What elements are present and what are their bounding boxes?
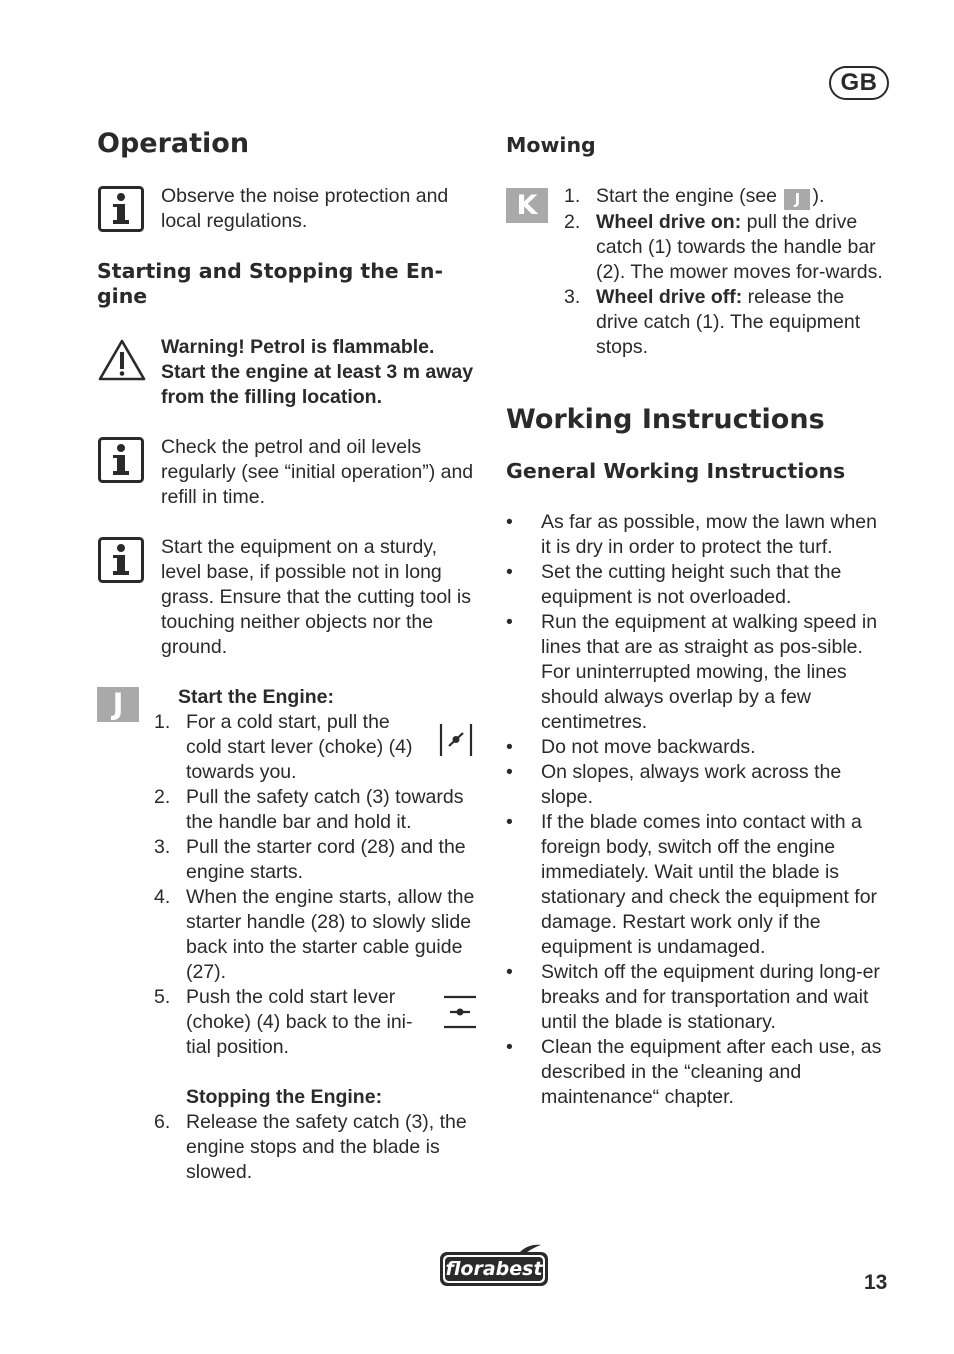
list-item: 2. Pull the safety catch (3) towards the handle bar and hold it. <box>154 786 464 833</box>
figure-badge-j: J <box>97 687 139 722</box>
list-item: 4. When the engine starts, allow the starter handle (28) to slowly slide back into the starter cable guide (27). <box>154 886 475 983</box>
list-item: • If the blade comes into contact with a foreign body, switch off the engine immediately. Wait until the blade is stationary and check the equipment for damage. Restart work only if the equipment is undamaged. <box>506 811 878 958</box>
list-item: 5. Push the cold start lever (choke) (4) back to the ini-tial position. <box>154 986 413 1058</box>
note-noise-protection: Observe the noise protection and local regulations. <box>161 185 449 232</box>
reference-badge-j: J <box>784 189 810 210</box>
choke-closed-icon <box>438 722 474 758</box>
list-item: • Switch off the equipment during long-er breaks and for transportation and wait until the blade is stationary. <box>506 961 880 1033</box>
list-item: 3. Wheel drive off: release the drive catch (1). The equipment stops. <box>564 286 861 358</box>
subtitle-general-working-instructions: General Working Instructions <box>506 459 846 483</box>
figure-badge-k: K <box>506 188 548 223</box>
mowing-steps <box>564 184 884 360</box>
list-item: 3. Pull the starter cord (28) and the engine starts. <box>154 836 466 883</box>
language-badge: GB <box>829 66 889 100</box>
list-item: • Clean the equipment after each use, as described in the “cleaning and maintenance“ chapter. <box>506 1036 882 1108</box>
choke-open-icon <box>442 994 478 1030</box>
list-item: • Do not move backwards. <box>506 736 756 758</box>
list-item: 1. Start the engine (see J ). <box>564 185 825 208</box>
list-item: • Run the equipment at walking speed in lines that are as straight as pos-sible. For uninterrupted mowing, the lines should always overlap by a few centimetres. <box>506 611 878 733</box>
info-icon <box>98 186 144 232</box>
note-check-levels: Check the petrol and oil levels regularly (see “initial operation”) and refill in time. <box>161 436 474 508</box>
start-engine-heading: Start the Engine: <box>178 686 335 708</box>
section-title-working-instructions: Working Instructions <box>506 404 825 435</box>
info-icon <box>98 437 144 483</box>
svg-text:florabest: florabest <box>445 1258 543 1280</box>
working-instructions-list <box>506 510 892 1110</box>
stop-engine-heading: Stopping the Engine: <box>186 1086 383 1108</box>
warning-petrol-flammable: Warning! Petrol is flammable. Start the engine at least 3 m away from the filling location. <box>161 336 474 408</box>
subtitle-starting-stopping: Starting and Stopping the En-gine <box>97 259 443 308</box>
warning-triangle-icon <box>97 338 147 382</box>
list-item: 2. Wheel drive on: pull the drive catch (1) towards the handle bar (2). The mower moves for-wards. <box>564 211 883 283</box>
info-icon <box>98 537 144 583</box>
florabest-logo <box>438 1243 550 1289</box>
section-title-operation: Operation <box>97 128 250 159</box>
note-sturdy-base: Start the equipment on a sturdy, level base, if possible not in long grass. Ensure that the cutting tool is touching neither objects nor the ground. <box>161 536 472 658</box>
stop-engine-steps <box>154 1110 480 1185</box>
list-item: • On slopes, always work across the slope. <box>506 761 842 808</box>
start-engine-steps <box>154 710 480 1060</box>
subtitle-mowing: Mowing <box>506 133 596 157</box>
list-item: • As far as possible, mow the lawn when it is dry in order to protect the turf. <box>506 511 877 558</box>
page-number: 13 <box>864 1271 888 1294</box>
list-item: • Set the cutting height such that the equipment is not overloaded. <box>506 561 842 608</box>
list-item: 1. For a cold start, pull the cold start lever (choke) (4) towards you. <box>154 711 413 783</box>
list-item: 6. Release the safety catch (3), the engine stops and the blade is slowed. <box>154 1111 467 1183</box>
